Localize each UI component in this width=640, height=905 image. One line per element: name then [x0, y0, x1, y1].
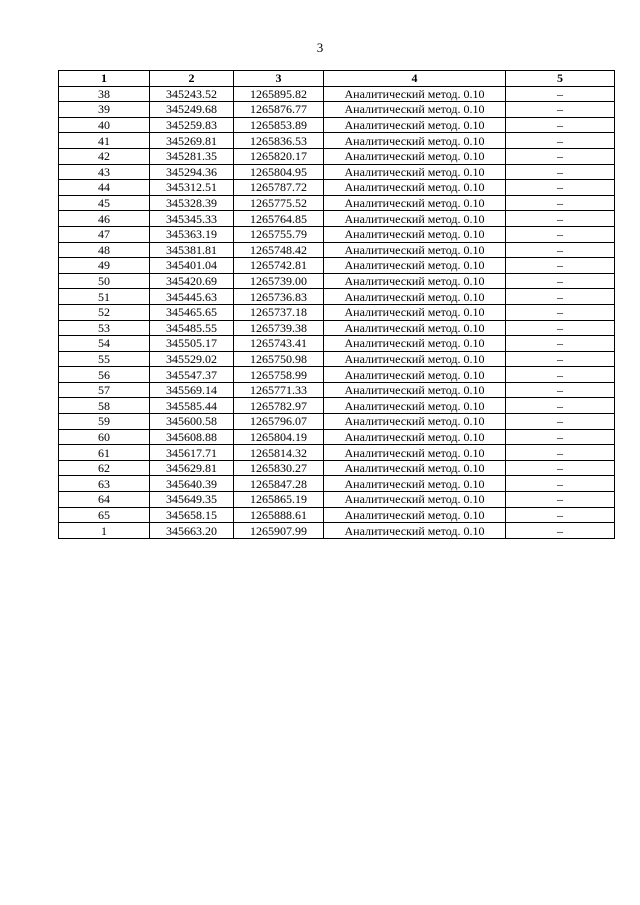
y-coordinate-cell: 1265907.99	[234, 523, 324, 539]
point-number-cell: 47	[59, 226, 150, 242]
method-accuracy-cell: Аналитический метод. 0.10	[324, 414, 506, 430]
note-cell: –	[506, 226, 615, 242]
y-coordinate-cell: 1265888.61	[234, 507, 324, 523]
y-coordinate-cell: 1265782.97	[234, 398, 324, 414]
y-coordinate-cell: 1265739.38	[234, 320, 324, 336]
note-cell: –	[506, 523, 615, 539]
point-number-cell: 55	[59, 351, 150, 367]
table-row	[59, 148, 615, 164]
note-cell: –	[506, 102, 615, 118]
y-coordinate-cell: 1265775.52	[234, 195, 324, 211]
y-coordinate-cell: 1265758.99	[234, 367, 324, 383]
column-header-4: 4	[324, 71, 506, 87]
y-coordinate-cell: 1265748.42	[234, 242, 324, 258]
point-number-cell: 58	[59, 398, 150, 414]
note-cell: –	[506, 273, 615, 289]
table-row	[59, 211, 615, 227]
point-number-cell: 61	[59, 445, 150, 461]
point-number-cell: 39	[59, 102, 150, 118]
note-cell: –	[506, 445, 615, 461]
point-number-cell: 44	[59, 180, 150, 196]
x-coordinate-cell: 345465.65	[150, 304, 234, 320]
table-row	[59, 242, 615, 258]
y-coordinate-cell: 1265830.27	[234, 460, 324, 476]
note-cell: –	[506, 242, 615, 258]
y-coordinate-cell: 1265787.72	[234, 180, 324, 196]
y-coordinate-cell: 1265895.82	[234, 86, 324, 102]
x-coordinate-cell: 345529.02	[150, 351, 234, 367]
x-coordinate-cell: 345281.35	[150, 148, 234, 164]
y-coordinate-cell: 1265739.00	[234, 273, 324, 289]
method-accuracy-cell: Аналитический метод. 0.10	[324, 429, 506, 445]
point-number-cell: 60	[59, 429, 150, 445]
point-number-cell: 50	[59, 273, 150, 289]
method-accuracy-cell: Аналитический метод. 0.10	[324, 336, 506, 352]
x-coordinate-cell: 345585.44	[150, 398, 234, 414]
note-cell: –	[506, 382, 615, 398]
table-row	[59, 336, 615, 352]
table-row	[59, 86, 615, 102]
column-header-3: 3	[234, 71, 324, 87]
table-row	[59, 460, 615, 476]
table-row	[59, 226, 615, 242]
column-header-5: 5	[506, 71, 615, 87]
page-number: 3	[316, 40, 324, 55]
method-accuracy-cell: Аналитический метод. 0.10	[324, 195, 506, 211]
method-accuracy-cell: Аналитический метод. 0.10	[324, 445, 506, 461]
point-number-cell: 40	[59, 117, 150, 133]
method-accuracy-cell: Аналитический метод. 0.10	[324, 226, 506, 242]
point-number-cell: 52	[59, 304, 150, 320]
table-row	[59, 102, 615, 118]
x-coordinate-cell: 345663.20	[150, 523, 234, 539]
coordinates-table	[58, 70, 615, 539]
x-coordinate-cell: 345658.15	[150, 507, 234, 523]
x-coordinate-cell: 345328.39	[150, 195, 234, 211]
x-coordinate-cell: 345547.37	[150, 367, 234, 383]
y-coordinate-cell: 1265743.41	[234, 336, 324, 352]
table-row	[59, 273, 615, 289]
x-coordinate-cell: 345294.36	[150, 164, 234, 180]
note-cell: –	[506, 148, 615, 164]
method-accuracy-cell: Аналитический метод. 0.10	[324, 117, 506, 133]
method-accuracy-cell: Аналитический метод. 0.10	[324, 102, 506, 118]
point-number-cell: 54	[59, 336, 150, 352]
method-accuracy-cell: Аналитический метод. 0.10	[324, 398, 506, 414]
y-coordinate-cell: 1265764.85	[234, 211, 324, 227]
method-accuracy-cell: Аналитический метод. 0.10	[324, 507, 506, 523]
column-header-1: 1	[59, 71, 150, 87]
method-accuracy-cell: Аналитический метод. 0.10	[324, 523, 506, 539]
column-header-2: 2	[150, 71, 234, 87]
note-cell: –	[506, 351, 615, 367]
table-header	[59, 71, 615, 87]
x-coordinate-cell: 345401.04	[150, 258, 234, 274]
y-coordinate-cell: 1265796.07	[234, 414, 324, 430]
x-coordinate-cell: 345249.68	[150, 102, 234, 118]
note-cell: –	[506, 460, 615, 476]
point-number-cell: 46	[59, 211, 150, 227]
note-cell: –	[506, 86, 615, 102]
method-accuracy-cell: Аналитический метод. 0.10	[324, 351, 506, 367]
y-coordinate-cell: 1265736.83	[234, 289, 324, 305]
method-accuracy-cell: Аналитический метод. 0.10	[324, 86, 506, 102]
x-coordinate-cell: 345312.51	[150, 180, 234, 196]
method-accuracy-cell: Аналитический метод. 0.10	[324, 367, 506, 383]
table-row	[59, 382, 615, 398]
table-row	[59, 258, 615, 274]
point-number-cell: 48	[59, 242, 150, 258]
point-number-cell: 43	[59, 164, 150, 180]
point-number-cell: 49	[59, 258, 150, 274]
note-cell: –	[506, 320, 615, 336]
x-coordinate-cell: 345269.81	[150, 133, 234, 149]
note-cell: –	[506, 414, 615, 430]
y-coordinate-cell: 1265820.17	[234, 148, 324, 164]
y-coordinate-cell: 1265804.95	[234, 164, 324, 180]
method-accuracy-cell: Аналитический метод. 0.10	[324, 211, 506, 227]
point-number-cell: 41	[59, 133, 150, 149]
table-row	[59, 289, 615, 305]
point-number-cell: 1	[59, 523, 150, 539]
point-number-cell: 53	[59, 320, 150, 336]
y-coordinate-cell: 1265847.28	[234, 476, 324, 492]
note-cell: –	[506, 304, 615, 320]
table-row	[59, 164, 615, 180]
method-accuracy-cell: Аналитический метод. 0.10	[324, 289, 506, 305]
table-row	[59, 117, 615, 133]
method-accuracy-cell: Аналитический метод. 0.10	[324, 320, 506, 336]
note-cell: –	[506, 429, 615, 445]
y-coordinate-cell: 1265755.79	[234, 226, 324, 242]
table-row	[59, 476, 615, 492]
note-cell: –	[506, 164, 615, 180]
method-accuracy-cell: Аналитический метод. 0.10	[324, 242, 506, 258]
table-row	[59, 523, 615, 539]
note-cell: –	[506, 211, 615, 227]
method-accuracy-cell: Аналитический метод. 0.10	[324, 258, 506, 274]
table-row	[59, 367, 615, 383]
x-coordinate-cell: 345363.19	[150, 226, 234, 242]
point-number-cell: 63	[59, 476, 150, 492]
y-coordinate-cell: 1265814.32	[234, 445, 324, 461]
method-accuracy-cell: Аналитический метод. 0.10	[324, 133, 506, 149]
x-coordinate-cell: 345243.52	[150, 86, 234, 102]
method-accuracy-cell: Аналитический метод. 0.10	[324, 148, 506, 164]
table-row	[59, 429, 615, 445]
point-number-cell: 64	[59, 492, 150, 508]
x-coordinate-cell: 345445.63	[150, 289, 234, 305]
note-cell: –	[506, 336, 615, 352]
note-cell: –	[506, 507, 615, 523]
note-cell: –	[506, 180, 615, 196]
note-cell: –	[506, 398, 615, 414]
table-row	[59, 398, 615, 414]
table-row	[59, 445, 615, 461]
x-coordinate-cell: 345485.55	[150, 320, 234, 336]
y-coordinate-cell: 1265750.98	[234, 351, 324, 367]
x-coordinate-cell: 345381.81	[150, 242, 234, 258]
method-accuracy-cell: Аналитический метод. 0.10	[324, 460, 506, 476]
method-accuracy-cell: Аналитический метод. 0.10	[324, 180, 506, 196]
table-row	[59, 507, 615, 523]
y-coordinate-cell: 1265853.89	[234, 117, 324, 133]
x-coordinate-cell: 345640.39	[150, 476, 234, 492]
table-row	[59, 195, 615, 211]
note-cell: –	[506, 258, 615, 274]
table-row	[59, 492, 615, 508]
x-coordinate-cell: 345649.35	[150, 492, 234, 508]
table-row	[59, 320, 615, 336]
y-coordinate-cell: 1265836.53	[234, 133, 324, 149]
x-coordinate-cell: 345600.58	[150, 414, 234, 430]
point-number-cell: 42	[59, 148, 150, 164]
method-accuracy-cell: Аналитический метод. 0.10	[324, 492, 506, 508]
x-coordinate-cell: 345617.71	[150, 445, 234, 461]
method-accuracy-cell: Аналитический метод. 0.10	[324, 164, 506, 180]
table-row	[59, 180, 615, 196]
note-cell: –	[506, 289, 615, 305]
point-number-cell: 45	[59, 195, 150, 211]
y-coordinate-cell: 1265865.19	[234, 492, 324, 508]
table-body	[59, 86, 615, 538]
table-row	[59, 304, 615, 320]
note-cell: –	[506, 476, 615, 492]
point-number-cell: 65	[59, 507, 150, 523]
x-coordinate-cell: 345420.69	[150, 273, 234, 289]
x-coordinate-cell: 345608.88	[150, 429, 234, 445]
point-number-cell: 57	[59, 382, 150, 398]
y-coordinate-cell: 1265876.77	[234, 102, 324, 118]
point-number-cell: 51	[59, 289, 150, 305]
x-coordinate-cell: 345505.17	[150, 336, 234, 352]
note-cell: –	[506, 195, 615, 211]
method-accuracy-cell: Аналитический метод. 0.10	[324, 382, 506, 398]
method-accuracy-cell: Аналитический метод. 0.10	[324, 476, 506, 492]
note-cell: –	[506, 492, 615, 508]
point-number-cell: 62	[59, 460, 150, 476]
table-row	[59, 351, 615, 367]
header-row	[59, 71, 615, 87]
y-coordinate-cell: 1265742.81	[234, 258, 324, 274]
x-coordinate-cell: 345259.83	[150, 117, 234, 133]
method-accuracy-cell: Аналитический метод. 0.10	[324, 304, 506, 320]
note-cell: –	[506, 367, 615, 383]
note-cell: –	[506, 117, 615, 133]
table-row	[59, 133, 615, 149]
y-coordinate-cell: 1265804.19	[234, 429, 324, 445]
x-coordinate-cell: 345569.14	[150, 382, 234, 398]
y-coordinate-cell: 1265737.18	[234, 304, 324, 320]
x-coordinate-cell: 345629.81	[150, 460, 234, 476]
point-number-cell: 38	[59, 86, 150, 102]
point-number-cell: 56	[59, 367, 150, 383]
table-row	[59, 414, 615, 430]
point-number-cell: 59	[59, 414, 150, 430]
note-cell: –	[506, 133, 615, 149]
x-coordinate-cell: 345345.33	[150, 211, 234, 227]
y-coordinate-cell: 1265771.33	[234, 382, 324, 398]
method-accuracy-cell: Аналитический метод. 0.10	[324, 273, 506, 289]
